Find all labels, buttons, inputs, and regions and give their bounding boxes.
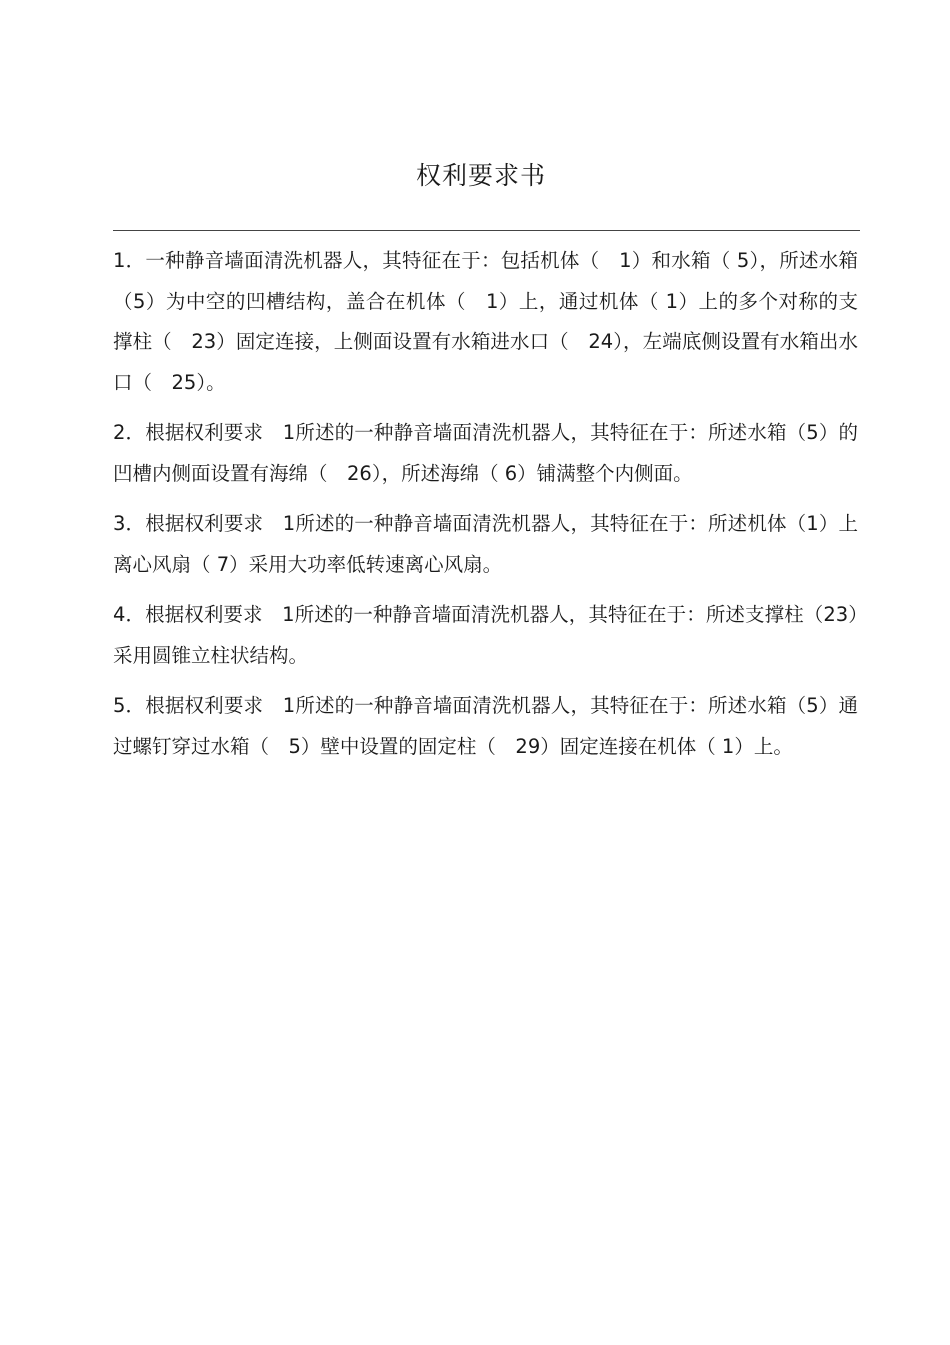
claims-list (113, 241, 858, 777)
claim-5: 5．根据权利要求 1所述的一种静音墙面清洗机器人，其特征在于：所述水箱（5）通过螺钉穿过水箱（ 5）壁中设置的固定柱（ 29）固定连接在机体（ 1）上。 (113, 694, 858, 758)
page-title: 权利要求书 (415, 161, 546, 190)
title-divider (113, 230, 860, 231)
claim-2: 2．根据权利要求 1所述的一种静音墙面清洗机器人，其特征在于：所述水箱（5）的凹槽内侧面设置有海绵（ 26），所述海绵（ 6）铺满整个内侧面。 (113, 421, 858, 485)
claim-4: 4．根据权利要求 1所述的一种静音墙面清洗机器人，其特征在于：所述支撑柱（23）采用圆锥立柱状结构。 (113, 603, 858, 667)
claim-3: 3．根据权利要求 1所述的一种静音墙面清洗机器人，其特征在于：所述机体（1）上离心风扇（ 7）采用大功率低转速离心风扇。 (113, 512, 858, 576)
claim-1: 1．一种静音墙面清洗机器人，其特征在于：包括机体（ 1）和水箱（ 5），所述水箱（5）为中空的凹槽结构，盖合在机体（ 1）上，通过机体（ 1）上的多个对称的支撑柱（ 23）固定连接，上侧面设置有水箱进水口（ 24），左端底侧设置有水箱出水口（ 25）。 (113, 249, 858, 394)
